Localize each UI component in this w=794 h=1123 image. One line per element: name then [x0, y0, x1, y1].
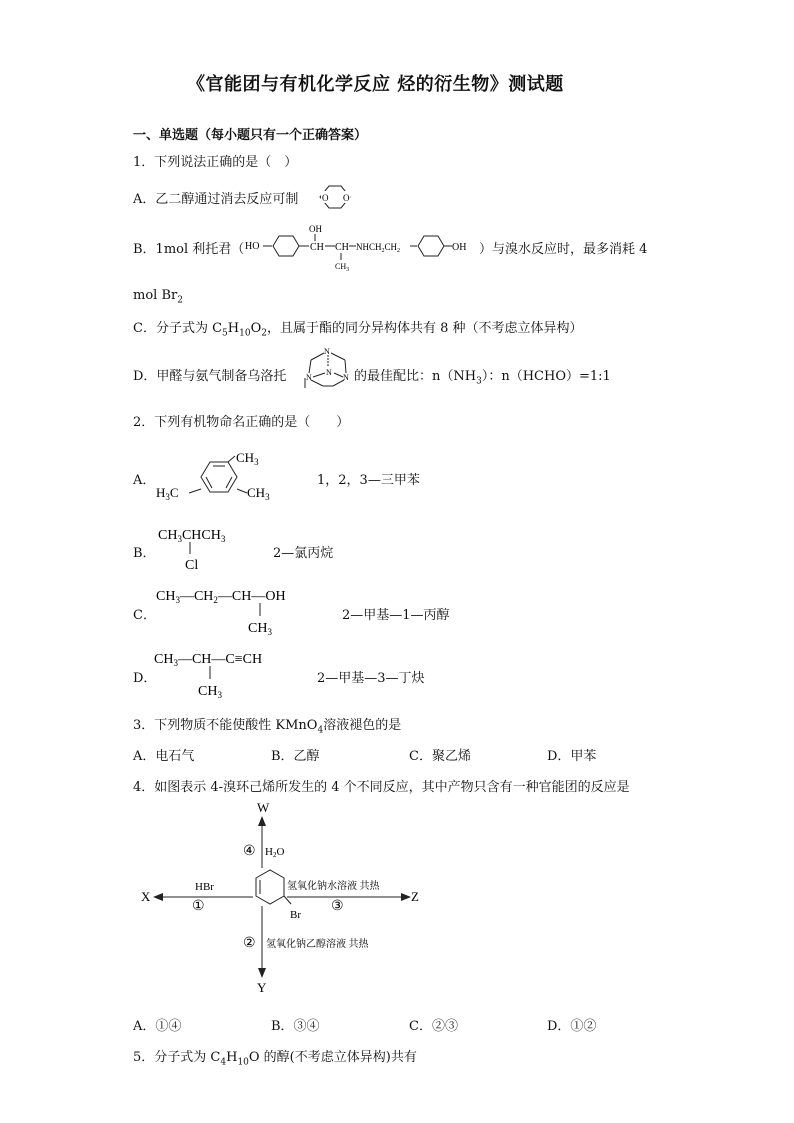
reaction-diagram: [135, 800, 435, 1000]
nitrogen-label: N: [306, 373, 312, 382]
product-z-label: Z: [411, 889, 419, 904]
q1-option-d-suffix: 的最佳配比：$n(NH_3)$：n（HCHO）=1:1: [354, 369, 611, 387]
q4-option-c: C．②③: [409, 1019, 458, 1034]
q2-option-d-label: D．: [133, 671, 157, 686]
svg-text:CH3: $CH_3$: [247, 485, 270, 502]
methylpropanol-structure: [154, 583, 334, 638]
q2-option-c-name: 2—甲基—1—丙醇: [342, 608, 450, 623]
product-y-label: Y: [257, 980, 267, 995]
page-title: 《官能团与有机化学反应 烃的衍生物》测试题: [187, 74, 564, 95]
q1-option-a: A．乙二醇通过消去反应可制: [133, 192, 299, 207]
q2-option-a-name: 1，2，3—三甲苯: [317, 473, 420, 488]
svg-text:NHCH2CH2: $NHCH_2CH_2$: [356, 242, 401, 254]
oxygen-label: O: [322, 193, 329, 203]
q3-option-d: D．甲苯: [547, 749, 597, 764]
chlorine-label: Cl: [185, 558, 199, 572]
svg-text:CH3: $CH_3$: [248, 621, 272, 637]
svg-text:CH3: $CH_3$: [335, 262, 350, 272]
question-5-stem: 5．分子式为 $C_4H_{10}O$ 的醇(不考虑立体异构)共有: [133, 1050, 417, 1068]
ch3-label: CH: [247, 485, 266, 500]
ch3-label: CH: [198, 684, 218, 699]
nitrogen-label: N: [343, 373, 349, 382]
ritodrine-structure: [243, 220, 483, 272]
oxygen-label: O: [343, 193, 350, 203]
oh-label: OH: [309, 224, 322, 234]
q1-option-b-suffix: ）与溴水反应时，最多消耗 4: [479, 242, 648, 257]
q4-option-b: B．③④: [271, 1019, 320, 1034]
reaction-2-number: ②: [243, 936, 256, 951]
formula-text: CH: [156, 589, 176, 604]
reagent-2-label: 氢氧化钠乙醇溶液 共热: [266, 939, 369, 950]
reaction-3-number: ③: [331, 899, 344, 914]
svg-text:CH3—CH—C≡CH: $CH_3—CH—C\equiv CH$: [154, 652, 263, 668]
ch-label: CH: [310, 242, 324, 253]
question-1-stem: 1．下列说法正确的是（ ）: [133, 155, 298, 170]
question-3-stem: 3．下列物质不能使酸性 KMnO$_4$溶液褪色的是: [133, 718, 402, 736]
svg-text:H2O: H2O: [265, 846, 285, 859]
h3c-label: H: [156, 485, 166, 500]
ch3-label: CH: [248, 621, 268, 636]
ch-label: CH: [335, 242, 349, 253]
q2-option-b-label: B．: [133, 546, 156, 561]
q3-option-a: A．电石气: [133, 749, 195, 764]
section-heading: 一、单选题（每小题只有一个正确答案）: [133, 128, 368, 143]
question-4-stem: 4．如图表示 4-溴环己烯所发生的 4 个不同反应，其中产物只含有一种官能团的反应是: [133, 780, 630, 795]
question-2-stem: 2．下列有机物命名正确的是（ ）: [133, 415, 350, 430]
formula-text: CH: [154, 652, 174, 667]
ho-label: HO: [245, 241, 260, 252]
dioxane-structure: [319, 180, 359, 214]
q1-option-b-continued: mol $Br_2$: [133, 288, 183, 306]
ch3-label: CH: [335, 262, 347, 271]
reaction-1-number: ①: [192, 899, 205, 914]
q2-option-d-name: 2—甲基—3—丁炔: [317, 671, 425, 686]
nitrogen-label: N: [326, 368, 332, 377]
q1-option-d-prefix: D．甲醛与氨气制备乌洛托: [133, 369, 287, 384]
nhch2-label: NHCH: [356, 242, 382, 252]
svg-text:CH3: $CH_3$: [198, 684, 222, 700]
q4-option-d: D．①②: [547, 1019, 597, 1034]
methylbutyne-structure: [152, 646, 312, 701]
trimethylbenzene-structure: [152, 446, 292, 506]
q1-option-c: C．分子式为 $C_5H_{10}O_2$，且属于酯的同分异构体共有 8 种（不考虑立体异构）: [133, 321, 583, 339]
hbr-label: HBr: [195, 881, 214, 893]
ch3-label: CH: [236, 450, 255, 465]
product-w-label: W: [257, 800, 270, 815]
reaction-4-number: ④: [243, 844, 256, 859]
chloropropane-structure: [156, 522, 256, 572]
svg-text:CH3: $CH_3$: [236, 450, 259, 467]
product-x-label: X: [141, 889, 151, 904]
oh-label: OH: [452, 242, 467, 253]
bromine-label: Br: [290, 909, 301, 921]
q2-option-a-label: A．: [133, 473, 156, 488]
urotropine-structure: [301, 344, 356, 390]
q3-option-c: C．聚乙烯: [409, 749, 471, 764]
svg-text:H3C: $H_3C$: [156, 485, 179, 502]
nitrogen-label: N: [324, 347, 330, 356]
svg-text:CH3—CH2—CH—OH: $CH_3—CH_2—CH—OH$: [156, 589, 286, 605]
q2-option-b-name: 2—氯丙烷: [273, 546, 334, 561]
h2o-label: H: [265, 846, 273, 858]
q4-option-a: A．①④: [133, 1019, 182, 1034]
reagent-3-label: 氢氧化钠水溶液 共热: [287, 881, 380, 892]
svg-text:CH3CHCH3: $CH_3CHCH_3$: [158, 528, 226, 544]
q2-option-c-label: C．: [133, 608, 156, 623]
q3-option-b: B．乙醇: [271, 749, 320, 764]
q1-option-b-prefix: B．1mol 利托君（: [133, 242, 245, 257]
formula-text: CH: [158, 528, 178, 543]
